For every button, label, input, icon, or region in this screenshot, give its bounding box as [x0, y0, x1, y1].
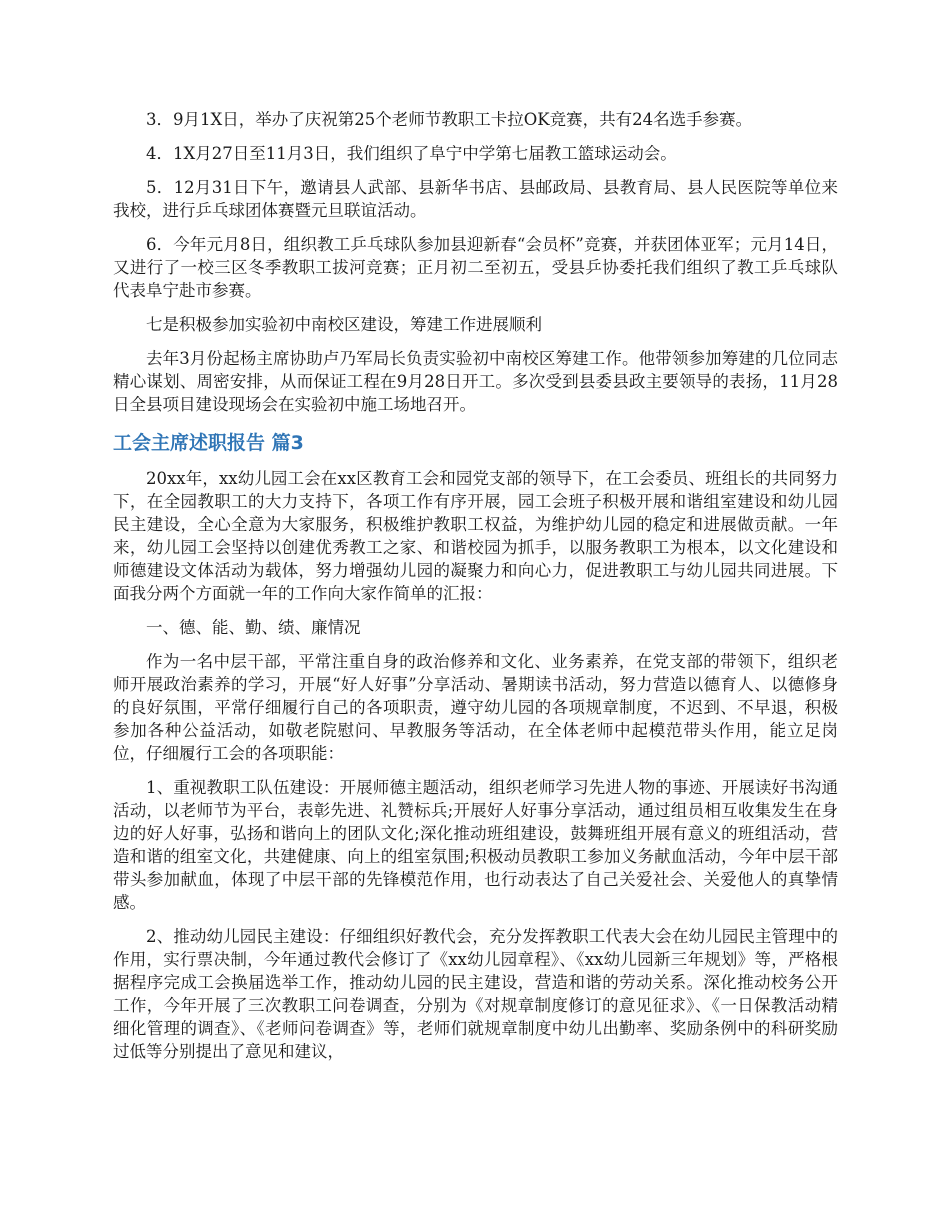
paragraph-item-6: 6．今年元月8日，组织教工乒乓球队参加县迎新春“会员杯”竞赛，并获团体亚军；元月14日，又进行了一校三区冬季教职工拔河竞赛；正月初二至初五，受县乒协委托我们组织了教工乒乓球队代表阜宁赴市参赛。 [113, 235, 838, 300]
document-page [113, 108, 838, 1074]
paragraph-item-5: 5．12月31日下午，邀请县人武部、县新华书店、县邮政局、县教育局、县人民医院等单位来我校，进行乒乓球团体赛暨元旦联谊活动。 [113, 178, 838, 220]
section-title-seven: 七是积极参加实验初中南校区建设，筹建工作进展顺利 [146, 315, 542, 334]
paragraph-democracy: 2、推动幼儿园民主建设：仔细组织好教代会，充分发挥教职工代表大会在幼儿园民主管理中的作用，实行票决制，今年通过教代会修订了《xx幼儿园章程》、《xx幼儿园新三年规划》等，严格根据程序完成工会换届选举工作，推动幼儿园的民主建设，营造和谐的劳动关系。深化推动校务公开工作，今年开展了三次教职工问卷调查，分别为《对规章制度修订的意见征求》、《一日保教活动精细化管理的调查》、《老师问卷调查》等，老师们就规章制度中幼儿出勤率、奖励条例中的科研奖励过低等分别提出了意见和建议， [113, 927, 838, 1061]
paragraph-item-4: 4．1X月27日至11月3日，我们组织了阜宁中学第七届教工篮球运动会。 [146, 144, 677, 163]
report-heading: 工会主席述职报告 篇3 [113, 432, 304, 454]
paragraph-construction: 去年3月份起杨主席协助卢乃军局长负责实验初中南校区筹建工作。他带领参加筹建的几位同志精心谋划、周密安排，从而保证工程在9月28日开工。多次受到县委县政主要领导的表扬，11月28日全县项目建设现场会在实验初中施工场地召开。 [113, 349, 838, 414]
paragraph-role: 作为一名中层干部，平常注重自身的政治修养和文化、业务素养，在党支部的带领下，组织老师开展政治素养的学习，开展“好人好事”分享活动、暑期读书活动，努力营造以德育人、以德修身的良好氛围，平常仔细履行自己的各项职责，遵守幼儿园的各项规章制度，不迟到、不早退，积极参加各种公益活动，如敬老院慰问、早教服务等活动，在全体老师中起模范带头作用，能立足岗位，仔细履行工会的各项职能： [113, 652, 838, 763]
section-title-one: 一、德、能、勤、绩、廉情况 [146, 618, 361, 637]
paragraph-team-building: 1、重视教职工队伍建设：开展师德主题活动，组织老师学习先进人物的事迹、开展读好书沟通活动，以老师节为平台，表彰先进、礼赞标兵;开展好人好事分享活动，通过组员相互收集发生在身边的好人好事，弘扬和谐向上的团队文化;深化推动班组建设，鼓舞班组开展有意义的班组活动，营造和谐的组室文化，共建健康、向上的组室氛围;积极动员教职工参加义务献血活动，今年中层干部带头参加献血，体现了中层干部的先锋模范作用，也行动表达了自己关爱社会、关爱他人的真挚情感。 [113, 778, 838, 912]
paragraph-item-3: 3．9月1X日，举办了庆祝第25个老师节教职工卡拉OK竞赛，共有24名选手参赛。 [146, 110, 753, 129]
paragraph-intro: 20xx年，xx幼儿园工会在xx区教育工会和园党支部的领导下，在工会委员、班组长的共同努力下，在全园教职工的大力支持下，各项工作有序开展，园工会班子积极开展和谐组室建设和幼儿园民主建设，全心全意为大家服务，积极维护教职工权益，为维护幼儿园的稳定和进展做贡献。一年来，幼儿园工会坚持以创建优秀教工之家、和谐校园为抓手，以服务教职工为根本，以文化建设和师德建设文体活动为载体，努力增强幼儿园的凝聚力和向心力，促进教职工与幼儿园共同进展。下面我分两个方面就一年的工作向大家作简单的汇报： [113, 469, 838, 603]
